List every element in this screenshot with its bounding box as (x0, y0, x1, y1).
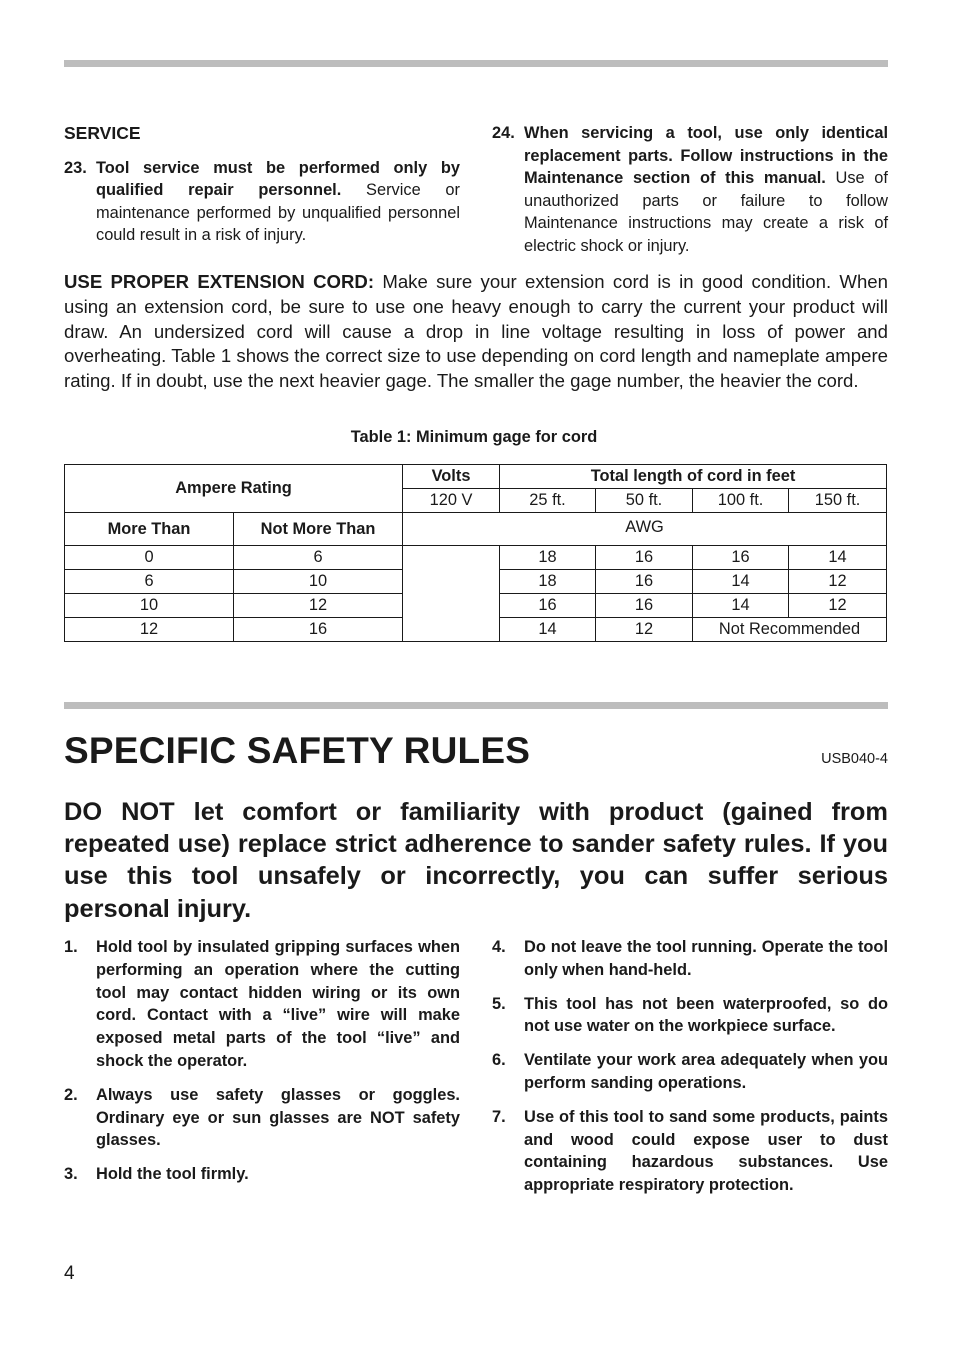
more-cell: 10 (65, 594, 234, 618)
more-than-header: More Than (65, 513, 234, 546)
document-code: USB040-4 (821, 751, 888, 767)
rule-item (64, 1084, 460, 1152)
rule-item (492, 993, 888, 1039)
item-number: 23. (64, 158, 87, 177)
notmore-cell: 10 (234, 570, 403, 594)
item-number: 5. (492, 994, 506, 1013)
voltage-cell: 120 V (403, 489, 500, 513)
rule-item (492, 1106, 888, 1197)
service-item-24 (492, 122, 888, 258)
rule-item (492, 1049, 888, 1095)
gage-cell: 18 (500, 546, 596, 570)
item-text: Hold the tool firmly. (96, 1165, 249, 1184)
not-more-than-header: Not More Than (234, 513, 403, 546)
gage-table (64, 464, 887, 642)
page-number: 4 (64, 1263, 75, 1284)
item-number: 1. (64, 938, 78, 956)
awg-header: AWG (403, 513, 887, 546)
gage-cell: 12 (789, 594, 887, 618)
ampere-rating-header: Ampere Rating (65, 465, 403, 513)
gage-cell: 12 (596, 618, 693, 642)
item-text: Service or maintenance performed by unqualified personnel could result in a risk of injury. (96, 181, 460, 245)
rule-item (64, 1163, 460, 1186)
service-section-right (492, 122, 888, 269)
item-text: Always use safety glasses or goggles. Ordinary eye or sun glasses are NOT safety glasses. (96, 1085, 460, 1150)
gage-cell: 14 (693, 594, 789, 618)
item-text: Use of this tool to sand some products, paints and wood could expose user to dust containing hazardous substances. Use appropriate respiratory protection. (524, 1107, 888, 1195)
item-text: This tool has not been waterproofed, so do not use water on the workpiece surface. (524, 994, 888, 1036)
table-row (65, 546, 887, 570)
gage-cell: 14 (789, 546, 887, 570)
length-25: 25 ft. (500, 489, 596, 513)
item-bold-text: Tool service must be performed only by qualified repair personnel. (96, 158, 460, 200)
gage-cell: 16 (693, 546, 789, 570)
voltage-blank-cell (403, 546, 500, 642)
rule-item (492, 936, 888, 982)
service-heading: SERVICE (64, 123, 141, 143)
rule-item (64, 936, 460, 1073)
notmore-cell: 12 (234, 594, 403, 618)
middle-divider (64, 702, 888, 709)
page-title: SPECIFIC SAFETY RULES (64, 730, 531, 771)
gage-cell: 12 (789, 570, 887, 594)
total-length-header: Total length of cord in feet (500, 465, 887, 489)
length-100: 100 ft. (693, 489, 789, 513)
more-cell: 6 (65, 570, 234, 594)
more-cell: 12 (65, 618, 234, 642)
gage-cell: 16 (596, 546, 693, 570)
item-text: Do not leave the tool running. Operate the tool only when hand-held. (524, 938, 888, 979)
safety-warning: DO NOT let comfort or familiarity with product (gained from repeated use) replace strict adherence to sander safety rules. If you use this tool unsafely or incorrectly, you can suffer serious personal injury. (64, 798, 888, 923)
more-cell: 0 (65, 546, 234, 570)
volts-header: Volts (403, 465, 500, 489)
notmore-cell: 6 (234, 546, 403, 570)
item-number: 2. (64, 1085, 78, 1104)
item-number: 6. (492, 1051, 506, 1070)
extension-lead: USE PROPER EXTENSION CORD: (64, 271, 375, 292)
item-number: 3. (64, 1165, 78, 1184)
item-text: Use of unauthorized parts or failure to follow Maintenance instructions may create a risk of electric shock or injury. (524, 169, 888, 255)
gage-cell: 18 (500, 570, 596, 594)
gage-cell: 16 (596, 570, 693, 594)
item-bold-text: When servicing a tool, use only identical replacement parts. Follow instructions in the Maintenance section of this manual. (524, 124, 888, 188)
rules-left-column (64, 936, 460, 1197)
item-text: Ventilate your work area adequately when you perform sanding operations. (524, 1051, 888, 1092)
item-number: 24. (492, 124, 515, 142)
table-caption: Table 1: Minimum gage for cord (350, 428, 598, 446)
notmore-cell: 16 (234, 618, 403, 642)
extension-cord-paragraph (64, 270, 888, 394)
service-item-23 (64, 157, 460, 247)
rules-right-column (492, 936, 888, 1208)
gage-cell: 16 (500, 594, 596, 618)
extension-text: Make sure your extension cord is in good condition. When using an extension cord, be sure to use one heavy enough to carry the current your product will draw. An undersized cord will cause a drop in line voltage resulting in loss of power and overheating. Table 1 shows the correct size to use depending on cord length and nameplate ampere rating. If in doubt, use the next heavier gage. The smaller the gage number, the heavier the cord. (64, 271, 888, 392)
gage-cell: 14 (693, 570, 789, 594)
length-150: 150 ft. (789, 489, 887, 513)
item-text: Hold tool by insulated gripping surfaces when performing an operation where the cutting tool may contact hidden wiring or its own cord. Contact with a “live” wire will make exposed metal parts of the tool “live” and shock the operator. (96, 938, 460, 1070)
gage-cell: 16 (596, 594, 693, 618)
item-number: 4. (492, 938, 506, 956)
top-divider (64, 60, 888, 67)
service-section (64, 122, 460, 258)
not-recommended-cell: Not Recommended (693, 618, 887, 642)
gage-cell: 14 (500, 618, 596, 642)
length-50: 50 ft. (596, 489, 693, 513)
item-number: 7. (492, 1107, 506, 1126)
